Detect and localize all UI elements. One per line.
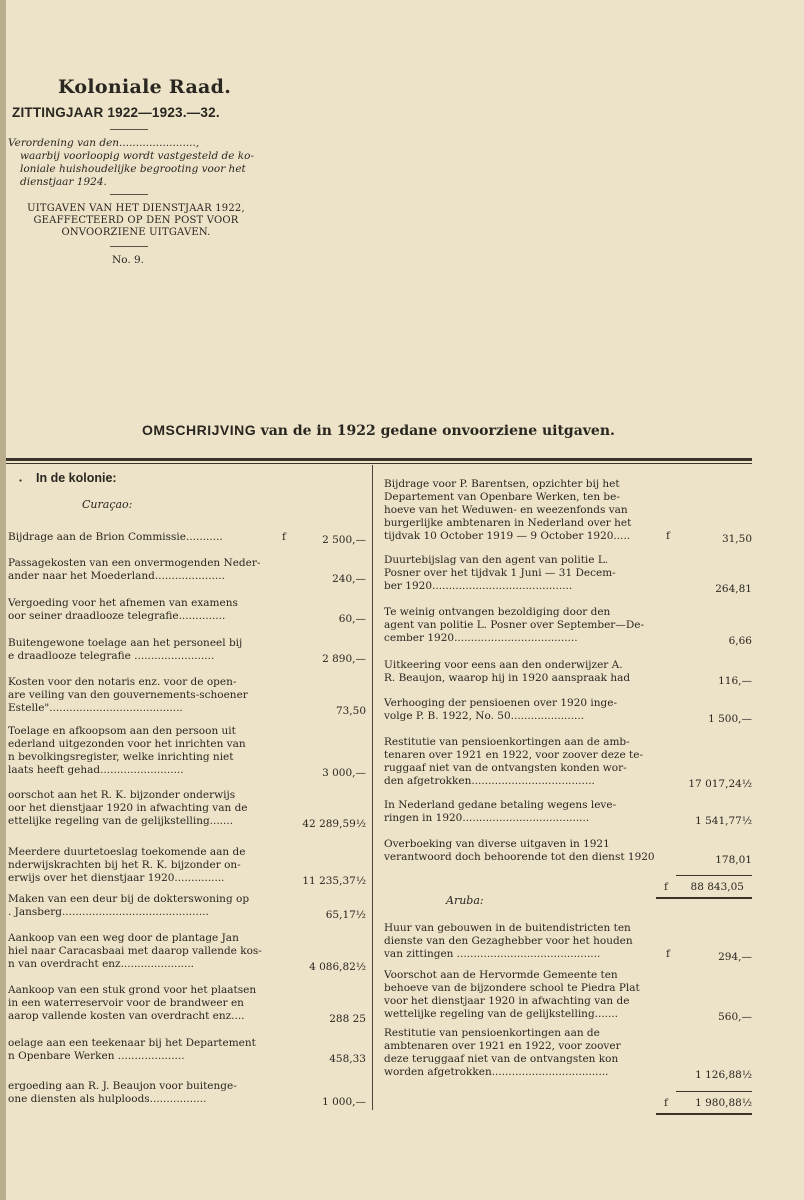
expense-entry <box>384 659 662 685</box>
entry-line: behoeve van de bijzondere school te Piedra Plat <box>384 982 640 994</box>
section-kolonie: In de kolonie: <box>36 471 117 485</box>
entry-line: ander naar het Moederland..................... <box>8 570 225 582</box>
entry-line: agent van politie L. Posner over September—De- <box>384 619 645 631</box>
entry-amount: 4 086,82½ <box>309 961 366 973</box>
expense-entry <box>8 557 270 583</box>
entry-line: worden afgetrokken................................... <box>384 1066 609 1078</box>
expense-entry <box>8 984 270 1023</box>
total-double-rule <box>656 897 752 899</box>
expense-entry <box>8 932 270 971</box>
entry-amount: 31,50 <box>721 533 752 545</box>
expense-entry <box>384 606 662 645</box>
caption-line: GEAFFECTEERD OP DEN POST VOOR <box>33 215 239 226</box>
entry-amount: 3 000,— <box>322 767 366 779</box>
divider <box>110 129 148 130</box>
caption-line: ONVOORZIENE UITGAVEN. <box>61 227 211 238</box>
expense-entry <box>384 478 662 543</box>
expense-entry <box>8 597 270 623</box>
entry-line: Aankoop van een weg door de plantage Jan <box>8 932 239 944</box>
column-divider <box>372 465 373 1110</box>
expense-caption <box>8 203 264 239</box>
total-aruba: 1 980,88½ <box>695 1097 752 1109</box>
entry-line: hoeve van het Weduwen- en weezenfonds van <box>384 504 628 516</box>
total-double-rule <box>656 1113 752 1115</box>
entry-line: den afgetrokken..................................... <box>384 775 595 787</box>
ordinance-line: Verordening van den......................., <box>8 137 200 149</box>
entry-line: Toelage en afkoopsom aan den persoon uit <box>8 725 236 737</box>
entry-line: are veiling van den gouvernements-schoener <box>8 689 248 701</box>
ordinance-line: dienstjaar 1924. <box>20 176 107 188</box>
entry-line: Passagekosten van een onvermogenden Neder- <box>8 557 261 569</box>
expense-entry <box>8 725 270 777</box>
heading-caps: OMSCHRIJVING <box>142 422 257 438</box>
entry-amount: 6,66 <box>728 635 752 647</box>
entry-line: Departement van Openbare Werken, ten be- <box>384 491 620 503</box>
bullet-mark: · <box>18 471 24 490</box>
entry-amount: 2 890,— <box>322 653 366 665</box>
binding-edge <box>0 0 6 1200</box>
entry-amount: 240,— <box>332 573 366 585</box>
entry-amount: 264,81 <box>715 583 752 595</box>
subtotal-rule <box>676 875 752 876</box>
entry-line: dienste van den Gezaghebber voor het houden <box>384 935 633 947</box>
entry-amount: 1 541,77½ <box>695 815 752 827</box>
expense-entry <box>384 799 662 825</box>
entry-line: Bijdrage voor P. Barentsen, opzichter bij het <box>384 478 620 490</box>
subsection-aruba: Aruba: <box>446 894 484 907</box>
entry-line: oorschot aan het R. K. bijzonder onderwijs <box>8 789 236 801</box>
entry-line: deze teruggaaf niet van de ontvangsten kon <box>384 1053 619 1065</box>
entry-amount: 294,— <box>718 951 752 963</box>
divider <box>110 194 148 195</box>
entry-line: oor het dienstjaar 1920 in afwachting van de <box>8 802 248 814</box>
entry-line: one diensten als hulploods................. <box>8 1093 207 1105</box>
entry-line: e draadlooze telegrafie ........................ <box>8 650 215 662</box>
entry-amount: 65,17½ <box>325 909 366 921</box>
entry-line: aarop vallende kosten van overdracht enz.... <box>8 1010 245 1022</box>
expense-entry <box>384 736 662 788</box>
expense-entry <box>384 697 662 723</box>
entry-line: In Nederland gedane betaling wegens leve- <box>384 799 617 811</box>
ordinance-text <box>8 137 264 189</box>
expense-entry <box>8 1037 270 1063</box>
table-top-rule <box>6 458 752 461</box>
entry-amount: 42 289,59½ <box>302 818 366 830</box>
entry-line: Aankoop van een stuk grond voor het plaatsen <box>8 984 257 996</box>
entry-line: cember 1920..................................... <box>384 632 578 644</box>
entry-currency: f <box>282 531 286 543</box>
entry-amount: 1 126,88½ <box>695 1069 752 1081</box>
entry-amount: 2 500,— <box>322 534 366 546</box>
entry-line: Te weinig ontvangen bezoldiging door den <box>384 606 611 618</box>
entry-line: burgerlijke ambtenaren in Nederland over het <box>384 517 632 529</box>
entry-line: ber 1920.......................................... <box>384 580 573 592</box>
entry-line: Restitutie van pensioenkortingen aan de amb- <box>384 736 630 748</box>
entry-amount: 288 25 <box>329 1013 366 1025</box>
entry-line: hiel naar Caracasbaai met daarop vallende kos- <box>8 945 262 957</box>
total-curacao: 88 843,05 <box>690 881 744 893</box>
caption-line: UITGAVEN VAN HET DIENSTJAAR 1922, <box>27 203 245 214</box>
entry-line: Posner over het tijdvak 1 Juni — 31 Decem- <box>384 567 616 579</box>
entry-amount: 560,— <box>718 1011 752 1023</box>
entry-line: ruggaaf niet van de ontvangsten konden wor- <box>384 762 627 774</box>
entry-line: tijdvak 10 October 1919 — 9 October 1920..... <box>384 530 631 542</box>
entry-line: Kosten voor den notaris enz. voor de open- <box>8 676 237 688</box>
entry-amount: 17 017,24½ <box>688 778 752 790</box>
divider <box>110 246 148 247</box>
expense-entry <box>384 922 662 961</box>
entry-line: Voorschot aan de Hervormde Gemeente ten <box>384 969 618 981</box>
entry-line: Huur van gebouwen in de buitendistricten ten <box>384 922 631 934</box>
entry-line: ergoeding aan R. J. Beaujon voor buitenge- <box>8 1080 237 1092</box>
entry-line: Verhooging der pensioenen over 1920 inge- <box>384 697 617 709</box>
entry-line: ringen in 1920...................................... <box>384 812 590 824</box>
entry-line: wettelijke regeling van de gelijkstelling....... <box>384 1008 619 1020</box>
entry-line: n van overdracht enz...................... <box>8 958 195 970</box>
ordinance-line: waarbij voorloopig wordt vastgesteld de ko- <box>20 150 255 162</box>
expense-entry <box>8 1080 270 1106</box>
entry-line: laats heeft gehad......................... <box>8 764 184 776</box>
entry-amount: 11 235,37½ <box>302 875 366 887</box>
entry-amount: 73,50 <box>335 705 366 717</box>
entry-line: Overboeking van diverse uitgaven in 1921 <box>384 838 610 850</box>
entry-line: . Jansberg............................................ <box>8 906 209 918</box>
entry-amount: 458,33 <box>329 1053 366 1065</box>
entry-line: nderwijskrachten bij het R. K. bijzonder on- <box>8 859 241 871</box>
entry-line: voor het dienstjaar 1920 in afwachting van de <box>384 995 630 1007</box>
entry-currency: f <box>666 530 670 542</box>
entry-line: verantwoord doch behoorende tot den dienst 1920 <box>384 851 655 863</box>
document-number: No. 9. <box>112 254 145 266</box>
total-currency: f <box>664 881 668 893</box>
entry-line: Meerdere duurtetoeslag toekomende aan de <box>8 846 246 858</box>
entry-line: van zittingen ........................................... <box>384 948 601 960</box>
page-title: Koloniale Raad. <box>58 76 232 98</box>
expense-entry <box>384 554 662 593</box>
entry-line: Uitkeering voor eens aan den onderwijzer A. <box>384 659 623 671</box>
session-year: ZITTINGJAAR 1922—1923.—32. <box>12 105 220 120</box>
entry-line: oelage aan een teekenaar bij het Departement <box>8 1037 256 1049</box>
entry-line: Duurtebijslag van den agent van politie L. <box>384 554 609 566</box>
entry-amount: 178,01 <box>715 854 752 866</box>
entry-line: ettelijke regeling van de gelijkstelling....... <box>8 815 234 827</box>
entry-amount: 116,— <box>718 675 752 687</box>
entry-currency: f <box>666 948 670 960</box>
expense-entry <box>384 969 662 1021</box>
expense-entry <box>8 789 270 828</box>
entry-line: oor seiner draadlooze telegrafie.............. <box>8 610 226 622</box>
expense-entry <box>8 637 270 663</box>
total-currency: f <box>664 1097 668 1109</box>
ordinance-line: loniale huishoudelijke begrooting voor het <box>20 163 246 175</box>
table-top-rule-thin <box>6 463 752 464</box>
entry-line: ederland uitgezonden voor het inrichten van <box>8 738 246 750</box>
entry-line: R. Beaujon, waarop hij in 1920 aanspraak had <box>384 672 631 684</box>
entry-line: n Openbare Werken .................... <box>8 1050 185 1062</box>
expense-entry <box>8 893 270 919</box>
entry-line: ambtenaren over 1921 en 1922, voor zoover <box>384 1040 621 1052</box>
expense-entry <box>8 846 270 885</box>
entry-line: Bijdrage aan de Brion Commissie........... <box>8 531 223 543</box>
entry-line: tenaren over 1921 en 1922, voor zoover deze te- <box>384 749 643 761</box>
entry-line: Estelle"........................................ <box>8 702 183 714</box>
entry-line: Vergoeding voor het afnemen van examens <box>8 597 238 609</box>
section-heading <box>142 422 615 439</box>
entry-amount: 1 500,— <box>708 713 752 725</box>
expense-entry <box>8 531 270 544</box>
entry-line: Maken van een deur bij de dokterswoning op <box>8 893 250 905</box>
expense-entry <box>384 1027 662 1079</box>
expense-entry <box>384 838 662 864</box>
entry-amount: 60,— <box>338 613 366 625</box>
subsection-curacao: Curaçao: <box>82 498 133 511</box>
entry-line: in een waterreservoir voor de brandweer en <box>8 997 244 1009</box>
entry-line: Restitutie van pensioenkortingen aan de <box>384 1027 600 1039</box>
heading-rest: van de in 1922 gedane onvoorziene uitgaven. <box>260 423 615 439</box>
entry-line: n bevolkingsregister, welke inrichting niet <box>8 751 234 763</box>
entry-line: volge P. B. 1922, No. 50...................... <box>384 710 585 722</box>
subtotal-rule <box>676 1091 752 1092</box>
entry-amount: 1 000,— <box>322 1096 366 1108</box>
entry-line: Buitengewone toelage aan het personeel bij <box>8 637 243 649</box>
expense-entry <box>8 676 270 715</box>
entry-line: erwijs over het dienstjaar 1920............... <box>8 872 225 884</box>
